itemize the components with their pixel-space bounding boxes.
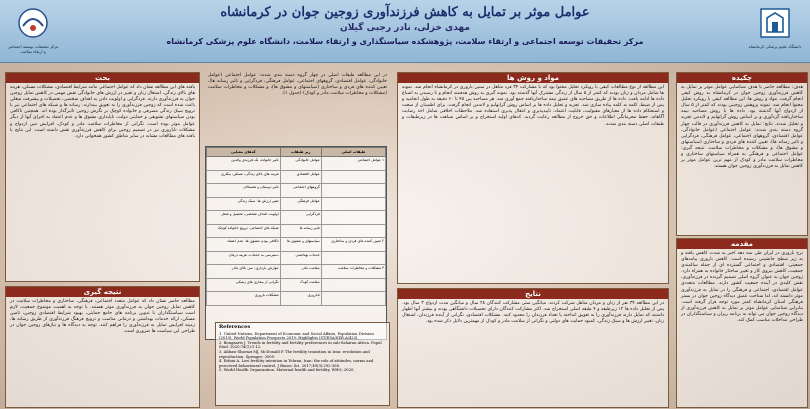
table-cell: عوامل خانوادگی	[280, 157, 321, 171]
abstract-text: هدف: مطالعه حاضر با هدف شناسایی عوامل موثر بر تمایل به کاهش فرزندآوری زوجین جوان در کرمانشاه به روش کیفی انجام گرفت. مواد و روش ها: این مطالعه کیفی با رویکرد تحلیل محتوا انجام شد. نمونه پژوهش زوجینی بودند که کمتر از ۵ سال از ازدواج آنها گذشته بود. داده ها با روش مصاحبه نیمه ساختاریافته گردآوری و بر اساس روش گرانهایم و لاندمن تجزیه و تحلیل شدند. نتایج: تمایل به کاهش فرزندآوری در قالب چهار گروه دسته بندی شدند: عوامل اجتماعی (عوامل خانوادگی، عوامل اقتصادی، گروههای اجتماعی، عوامل فرهنگی، فردگرایی و تاثیر رسانه ها)، تعیین کننده های فردی و ساختاری (سیاستهای و مشوق ها)، و مشکلات و مخاطرات سلامت. نتیجه گیری: عوامل اجتماعی و فرهنگی به همراه سیاستهای ساختاری و مخاطرات سلامت مادر و کودک از مهم ترین عوامل موثر بر کاهش تمایل به فرزندآوری زوجین جوان هستند.	[681, 85, 803, 170]
table-cell: تاثیر دوستان و همسالان	[207, 184, 281, 198]
discussion-text: یافته های این مطالعه نشان داد که عوامل اجتماعی مانند شرایط اقتصادی، مشکلات مسکن، هزینه های بالای زندگی، اشتغال زنان و تغییر در ارزش های خانوادگی نقش مهمی در کاهش تمایل زوجین جوان به فرزندآوری دارند. فردگرایی و اولویت دادن به اهداف شخصی، تحصیلات و پیشرفت شغلی باعث شده است که زوجین فرزندآوری را به تعویق بیندازند. رسانه ها و شبکه های اجتماعی نیز با ترویج سبک زندگی مصرفی و خانواده کوچک بر نگرش زوجین تاثیرگذار بوده اند. همچنین ناکافی بودن سیاستهای تشویقی و حمایتی دولت، ناپایداری مشوق ها و عدم اعتماد به اجرای آنها از دیگر عوامل موثر بوده است. نگرانی از مخاطرات سلامت مادر و کودک، افزایش سن ازدواج و مشکلات ناباروری نیز در تصمیم زوجین برای کاهش فرزندآوری نقش داشته است. این نتایج با یافته های مطالعات مشابه در سایر مناطق کشور همخوانی دارد.	[10, 85, 195, 139]
conclusion-heading: نتیجه گیری	[6, 287, 199, 297]
results-text: در این مطالعه ۳۴ نفر از زنان و مردان متاهل شرکت کردند. میانگین سنی مشارکت کنندگان ۲۸ سال و میانگین مدت ازدواج ۳ سال بود. پس از تحلیل داده ها ۱۲ زیرطبقه و ۴ طبقه اصلی استخراج شد. اکثر مشارکت کنندگان دارای تحصیلات دانشگاهی بودند و بیشتر آنها اظهار داشتند که تمایل دارند فرزندآوری را به تعویق انداخته یا تعداد فرزندان را محدود کنند. مشکلات اقتصادی، نگرانی از آینده فرزندان، اشتغال زنان، تغییر ارزش ها و سبک زندگی، کمبود حمایت های دولتی و نگرانی از سلامت مادر و کودک از مهمترین دلایل ذکر شده بود.	[402, 301, 665, 325]
results-panel	[397, 288, 669, 408]
table-row	[207, 211, 386, 225]
table-cell	[321, 224, 385, 238]
table-cell	[321, 292, 385, 306]
table-header-cell: زیر طبقات	[280, 148, 321, 157]
table-row	[207, 224, 386, 238]
table-cell: ناکافی بودن مشوق ها، عدم اعتماد	[207, 238, 281, 252]
reference-item: 5. World Health Organization. Maternal health and fertility. WHO; 2020.	[219, 368, 355, 373]
table-cell: عوامل فرهنگی	[280, 197, 321, 211]
table-cell	[321, 278, 385, 292]
table-cell: اولویت اهداف شخصی، تحصیل و شغل	[207, 211, 281, 225]
table-cell	[321, 211, 385, 225]
reference-item: 1. United Nations, Department of Economic and Social Affairs, Population Division (2019). World Population Prospects 2019: Highlights (ST/ESA/SER.A/423).	[219, 331, 374, 341]
table-cell: سلامت کودک	[280, 278, 321, 292]
intro-heading: مقدمه	[677, 239, 807, 249]
reference-item: 3. Abbasi-Shavazi MJ, McDonald P. The fertility transition in Iran: revolution and reproduction. Springer; 2009.	[219, 349, 370, 359]
table-header-row	[207, 148, 386, 157]
table-cell: مشکلات باروری	[207, 292, 281, 306]
title-block	[70, 4, 740, 48]
logo-right-caption: دانشگاه علوم پزشکی کرمانشاه	[748, 44, 802, 49]
table-row	[207, 184, 386, 198]
research-center-logo	[6, 6, 60, 56]
conclusion-panel	[5, 286, 200, 408]
table-cell: سیاستهای و مشوق ها	[280, 238, 321, 252]
table-cell: گروههای اجتماعی	[280, 184, 321, 198]
table-cell	[321, 197, 385, 211]
table-cell: ناباروری	[280, 292, 321, 306]
table-cell	[321, 184, 385, 198]
table-cell	[321, 170, 385, 184]
table-row	[207, 157, 386, 171]
abstract-panel	[676, 72, 808, 236]
table-row	[207, 278, 386, 292]
poster-header	[0, 0, 810, 63]
table-row	[207, 197, 386, 211]
table-cell: تغییر ارزش ها، سبک زندگی	[207, 197, 281, 211]
logo-left-caption: مرکز تحقیقات توسعه اجتماعی و ارتقاء سلامت	[7, 44, 59, 54]
references-list	[219, 332, 386, 373]
table-cell: خدمات بهداشتی	[280, 251, 321, 265]
university-logo	[748, 6, 802, 56]
categories-panel	[205, 72, 390, 142]
table-cell: ۱ عوامل اجتماعی	[321, 157, 385, 171]
table-body	[207, 157, 386, 306]
table-cell: ۲ تعیین کننده های فردی و ساختاری	[321, 238, 385, 252]
table-row	[207, 265, 386, 279]
reference-item: 2. Bongaarts J. Trends in fertility and fertility preferences in sub-Saharan Africa. Popul Stud. 2020;74(1):1-12.	[219, 340, 382, 350]
table-row	[207, 238, 386, 252]
table-header-cell: طبقات اصلی	[321, 148, 385, 157]
conclusion-text: مطالعه حاضر نشان داد که عوامل متعدد اجتماعی، فرهنگی، ساختاری و مخاطرات سلامت در کاهش تمایل زوجین جوان به فرزندآوری موثر هستند. با توجه به اهمیت موضوع جمعیت، لازم است سیاستگذاران با تدوین برنامه های جامع حمایتی، بهبود شرایط اقتصادی زوجین، تامین مسکن، ارائه خدمات بهداشتی و درمانی مناسب و ترویج فرهنگ فرزندآوری از طریق رسانه ها، زمینه افزایش تمایل به فرزندآوری را فراهم کنند. توجه به دیدگاه ها و نیازهای زوجین جوان در طراحی این سیاست ها ضروری است.	[10, 299, 195, 335]
table-header-cell: کدهای معنایی	[207, 148, 281, 157]
table-cell: تاثیر رسانه ها	[280, 224, 321, 238]
table-cell: سلامت مادر	[280, 265, 321, 279]
table-row	[207, 292, 386, 306]
table-cell: هزینه های بالای زندگی، مسکن، بیکاری	[207, 170, 281, 184]
table-row	[207, 251, 386, 265]
table-cell: عوامل اقتصادی	[280, 170, 321, 184]
table-cell: فردگرایی	[280, 211, 321, 225]
table-cell: عوارض بارداری، سن بالای مادر	[207, 265, 281, 279]
abstract-heading: چکیده	[677, 73, 807, 83]
reference-item: 4. Erfani A. Low fertility intention in Tehran, Iran: the role of attitudes, norms and perceived behavioural control. J Biosoc Sci. 2017;49(3):292-308.	[219, 359, 374, 368]
intro-text: نرخ باروری در ایران طی سه دهه اخیر به شدت کاهش یافته و به زیر سطح جانشینی رسیده است. کاهش باروری پیامدهای جمعیتی، اقتصادی و اجتماعی گسترده ای از جمله سالمندی جمعیت، کاهش نیروی کار و تغییر ساختار خانواده به همراه دارد. زوجین جوان به عنوان گروه اصلی تصمیم گیرنده در فرزندآوری، نقش کلیدی در آینده جمعیت کشور دارند. مطالعات متعددی عوامل اقتصادی، اجتماعی و فرهنگی را در تمایل به فرزندآوری موثر دانسته اند، اما شناخت عمیق دیدگاه زوجین جوان در بستر فرهنگی استان کرمانشاه کمتر مورد توجه قرار گرفته است. بنابراین شناسایی عوامل موثر بر تمایل به کاهش فرزندآوری از دیدگاه زوجین جوان می تواند به برنامه ریزان و سیاستگذاران در طراحی مداخلات مناسب کمک کند.	[681, 251, 803, 324]
categories-text: در این مطالعه طبقات اصلی در چهار گروه دسته بندی شدند: عوامل اجتماعی (عوامل خانوادگی، عوامل اقتصادی، گروههای اجتماعی، عوامل فرهنگی، فردگرایی و تاثیر رسانه ها)، تعیین کننده های فردی و ساختاری (سیاستهای و مشوق ها)، و مشکلات و مخاطرات سلامت (مشکلات و مخاطرات سلامت مادر و کودک) (جدول ۱).	[208, 73, 387, 97]
table-cell: شبکه های اجتماعی، ترویج خانواده کوچک	[207, 224, 281, 238]
university-emblem-icon	[755, 6, 795, 40]
research-center-emblem-icon	[13, 6, 53, 40]
discussion-heading: بحث	[6, 73, 199, 83]
table-row	[207, 170, 386, 184]
methods-panel	[397, 72, 669, 284]
references-panel	[215, 322, 390, 406]
table-cell	[321, 251, 385, 265]
table-cell: تاثیر خانواده، تک فرزندی والدین	[207, 157, 281, 171]
references-heading: References	[219, 324, 251, 330]
categories-table	[205, 146, 387, 340]
methods-text: این مطالعه از نوع مطالعات کیفی با رویکرد تحلیل محتوا بود که با مشارکت ۳۴ فرد متاهل در سنین باروری در کرمانشاه انجام شد. نمونه ها شامل مردان و زنان بودند که کمتر از ۵ سال از زندگی مشترک آنها گذشته بود. نمونه گیری به روش هدفمند انجام و تا رسیدن به اشباع داده ها ادامه یافت. داده ها از طریق مصاحبه های عمیق نیمه ساختاریافته جمع آوری شد. هر مصاحبه بین ۴۵ تا ۶۰ دقیقه به طول انجامید و پس از ضبط، کلمه به کلمه پیاده سازی شد. تجزیه و تحلیل داده ها بر اساس روش گرانهایم و لاندمن انجام گرفت. برای اطمینان از صحت و استحکام داده ها از معیارهای مقبولیت، قابلیت اعتماد، تاییدپذیری و انتقال پذیری استفاده شد. ملاحظات اخلاقی شامل اخذ رضایت آگاهانه، حفظ محرمانگی اطلاعات و حق خروج از مطالعه رعایت گردید. کدهای اولیه استخراج و بر اساس شباهت ها در زیرطبقات و طبقات اصلی دسته بندی شدند.	[402, 85, 664, 127]
table-cell: نگرانی از بیماری های ژنتیکی	[207, 278, 281, 292]
poster-title: عوامل موثر بر تمایل به کاهش فرزندآوری زوجین جوان در کرمانشاه	[220, 5, 590, 20]
poster-affiliation: مرکز تحقیقات توسعه اجتماعی و ارتقاء سلامت، پژوهشکده سیاستگذاری و ارتقاء سلامت، دانشگاه علوم پزشکی کرمانشاه	[166, 37, 644, 46]
table-cell: دسترسی به خدمات، هزینه درمان	[207, 251, 281, 265]
results-heading: نتایج	[398, 289, 668, 299]
table-cell: ۳ مشکلات و مخاطرات سلامت	[321, 265, 385, 279]
poster-authors: مهدی خزلی، نادر رجبی گیلان	[340, 23, 470, 33]
discussion-panel	[5, 72, 200, 282]
intro-panel	[676, 238, 808, 408]
methods-heading: مواد و روش ها	[398, 73, 668, 83]
